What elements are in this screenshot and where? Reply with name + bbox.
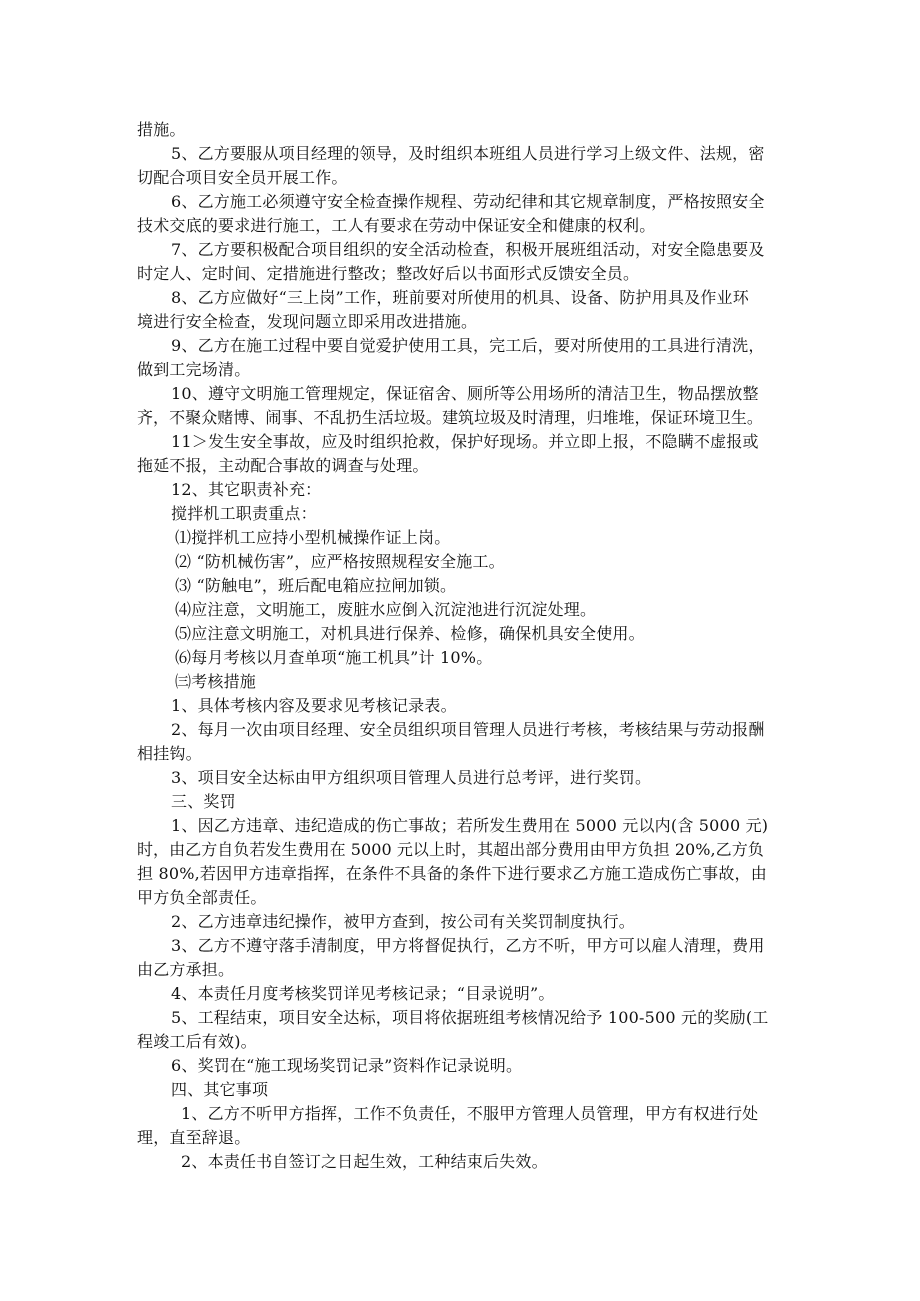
text-line: ㈢考核措施 [175,672,257,691]
text-line: 四、其它事项 [171,1080,269,1099]
text-line: 措施。 [137,120,186,139]
text-line: 10、遵守文明施工管理规定，保证宿舍、厕所等公用场所的清洁卫生，物品摆放整 [171,384,759,403]
text-line: 搅拌机工职责重点： [171,504,317,523]
text-line: 1、因乙方违章、违纪造成的伤亡事故；若所发生费用在 5000 元以内(含 5000 元) [171,816,769,835]
text-line: 相挂钩。 [137,744,202,763]
text-line: 时定人、定时间、定措施进行整改；整改好后以书面形式反馈安全员。 [137,264,640,283]
text-line: 三、奖罚 [171,792,236,811]
text-line: 11＞发生安全事故，应及时组织抢救，保护好现场。并立即上报，不隐瞒不虚报或 [171,432,759,451]
text-line: 7、乙方要积极配合项目组织的安全活动检查，积极开展班组活动，对安全隐患要及 [171,240,765,259]
text-line: 1、具体考核内容及要求见考核记录表。 [171,696,457,715]
text-line: 3、乙方不遵守落手清制度，甲方将督促执行，乙方不听，甲方可以雇人清理，费用 [171,936,765,955]
text-line: 12、其它职责补充： [171,480,322,499]
text-line: 做到工完场清。 [137,360,251,379]
text-line: 时，由乙方自负若发生费用在 5000 元以上时，其超出部分费用由甲方负担 20%,乙方负 [137,840,764,859]
text-line: ⑸应注意文明施工，对机具进行保养、检修，确保机具安全使用。 [175,624,645,643]
text-line: 齐，不聚众赌博、闹事、不乱扔生活垃圾。建筑垃圾及时清理，归堆堆，保证环境卫生。 [137,408,763,427]
text-line: 由乙方承担。 [137,960,235,979]
text-line: 2、乙方违章违纪操作，被甲方查到，按公司有关奖罚制度执行。 [171,912,635,931]
text-line: 3、项目安全达标由甲方组织项目管理人员进行总考评，进行奖罚。 [171,768,652,787]
text-line: 程竣工后有效)。 [137,1032,257,1051]
text-line: 6、乙方施工必须遵守安全检查操作规程、劳动纪律和其它规章制度，严格按照安全 [171,192,765,211]
text-line: 2、本责任书自签订之日起生效，工种结束后失效。 [181,1152,548,1171]
text-line: 8、乙方应做好“三上岗”工作，班前要对所使用的机具、设备、防护用具及作业环 [171,288,749,307]
document-body [137,118,795,1174]
text-line: ⑵ “防机械伤害”，应严格按照规程安全施工。 [175,552,505,571]
text-line: 理，直至辞退。 [137,1128,251,1147]
text-line: 甲方负全部责任。 [137,888,267,907]
text-line: 2、每月一次由项目经理、安全员组织项目管理人员进行考核，考核结果与劳动报酬 [171,720,765,739]
text-line: 境进行安全检查，发现问题立即采用改进措施。 [137,312,478,331]
text-line: 切配合项目安全员开展工作。 [137,168,348,187]
text-line: ⑹每月考核以月查单项“施工机具”计 10%。 [175,648,493,667]
text-line: ⑷应注意，文明施工，废脏水应倒入沉淀池进行沉淀处理。 [175,600,597,619]
text-line: 担 80%,若因甲方违章指挥，在条件不具备的条件下进行要求乙方施工造成伤亡事故，由 [137,864,767,883]
text-line: ⑶ “防触电”，班后配电箱应拉闸加锁。 [175,576,457,595]
text-line: 技术交底的要求进行施工，工人有要求在劳动中保证安全和健康的权利。 [137,216,656,235]
text-line: ⑴搅拌机工应持小型机械操作证上岗。 [175,528,451,547]
text-line: 4、本责任月度考核奖罚详见考核记录；“目录说明”。 [171,984,555,1003]
text-line: 6、奖罚在“施工现场奖罚记录”资料作记录说明。 [171,1056,523,1075]
text-line: 拖延不报，主动配合事故的调查与处理。 [137,456,429,475]
text-line: 5、工程结束，项目安全达标，项目将依据班组考核情况给予 100-500 元的奖励(工 [171,1008,769,1027]
text-line: 5、乙方要服从项目经理的领导，及时组织本班组人员进行学习上级文件、法规，密 [171,144,765,163]
text-line: 9、乙方在施工过程中要自觉爱护使用工具，完工后，要对所使用的工具进行清洗， [171,336,765,355]
text-line: 1、乙方不听甲方指挥，工作不负责任，不服甲方管理人员管理，甲方有权进行处 [181,1104,759,1123]
